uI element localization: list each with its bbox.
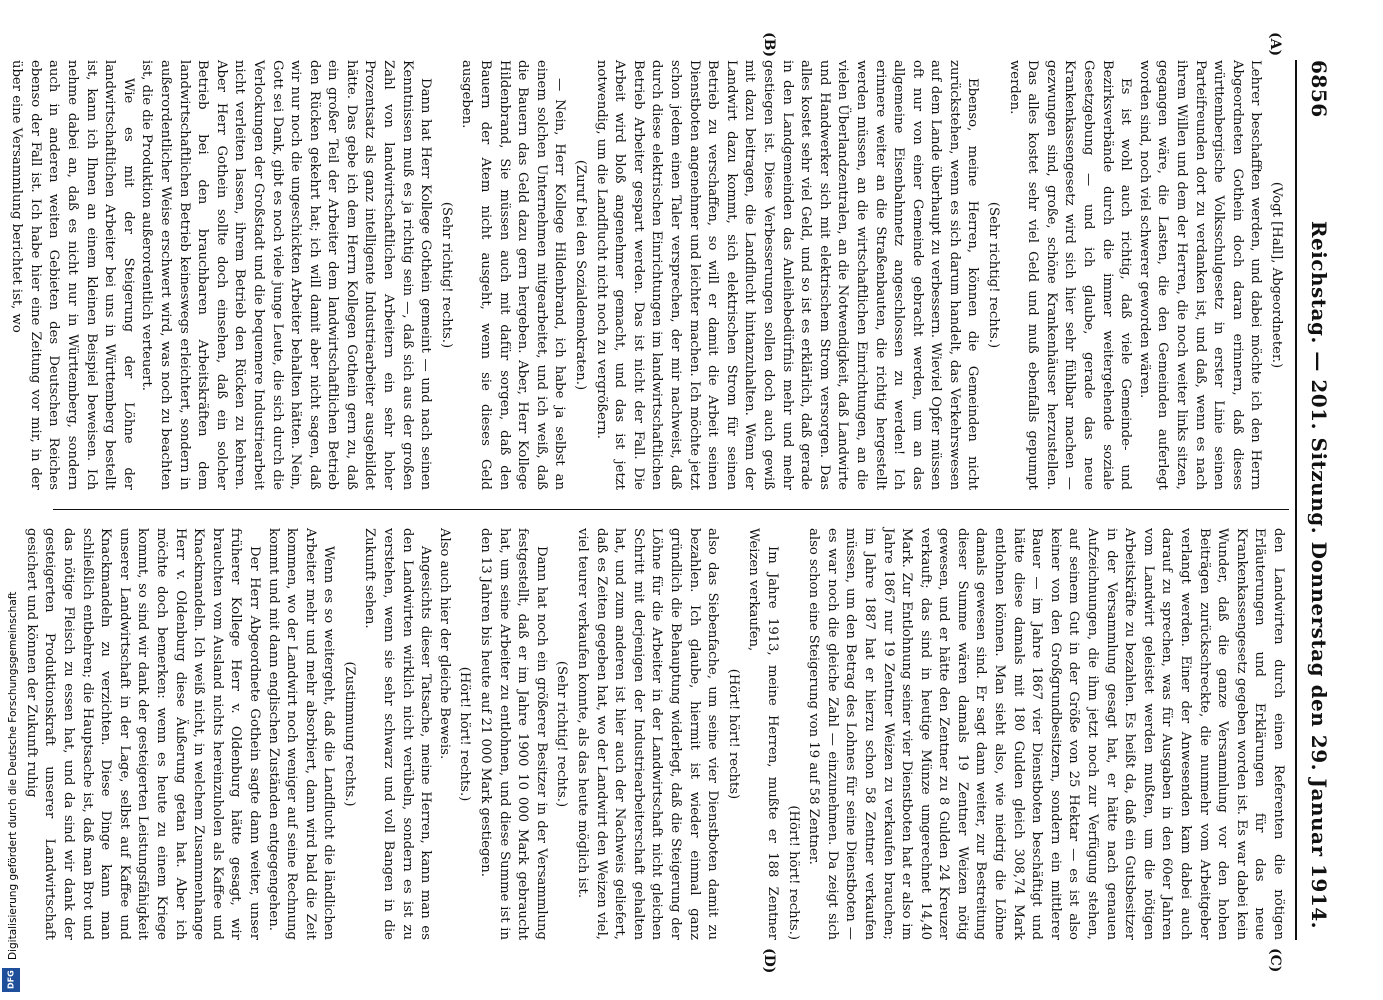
interjection: (Hört! hört! rechts.) [457, 666, 473, 802]
paragraph: Wie es mit der Steigerung der Löhne der landwirtschaftlichen Arbeiter bei uns in Württemberg bestellt ist, kann ich Ihnen an einem kleinen Beispiel beweisen. Ich nehme dabei an, daß es nicht nur in Württemberg, sondern auch in anderen weiten Gebieten des Deutschen Reiches ebenso der Fall ist. Ich habe hier eine Zeitung vor mir, in der über eine Versammlung berichtet ist, wo [9, 60, 136, 490]
interjection: (Sehr richtig! rechts.) [986, 201, 1002, 349]
paragraph: Es ist wohl auch richtig, daß viele Gemeinde- und Bezirksverbände durch die immer weitergehende soziale Gesetzgebung — und ich glaube, gerade das neue Krankenkassengesetz wird sich hier sehr fühlbar machen — gezwungen sind, große, schöne Krankenhäuser herzustellen. Das alles kostet sehr viel Geld und muß ebenfalls gepumpt werden. [1006, 60, 1134, 490]
interjection: (Hört! hört! rechts) [725, 668, 741, 800]
digitization-footer [0, 0, 22, 1000]
paragraph: den Landwirten durch einen Referenten die nötigen Erläuterungen und Erklärungen für das neue Krankenkassengesetz gegeben worden ist. Es war dabei kein Wunder, daß die ganze Versammlung vor den hohen Beiträgen zurückschreckte, die nunmehr vom Arbeitgeber verlangt werden. Einer der Anwesenden kam dabei auch darauf zu sprechen, was für Ausgaben in den 60er Jahren vom Landwirt geleistet werden mußten, um die nötigen Arbeitskräfte zu bezahlen. Es heißt da, daß ein Gutsbesitzer in der Versammlung gesagt hat, er hätte nach genauen Aufzeichnungen, die ihm jetzt noch zur Verfügung stehen, auf seinem Gut in der Größe von 25 Hektar — es ist also keiner von den Großgrundbesitzern, sondern ein mittlerer Bauer — im Jahre 1867 vier Dienstboten beschäftigt und hätte diese damals mit 180 Gulden gleich 308,74 Mark entlohnen können. Man sieht also, wie niedrig die Löhne damals gewesen sind. Er sagt dann weiter, zur Bestreitung dieser Summe wären damals 19 Zentner Weizen nötig gewesen, und er hätte den Zentner zu 8 Gulden 24 Kreuzer verkauft; das sind in heutige Münze umgerechnet 14,40 Mark. Zur Entlohnung seiner vier Dienstboten hat er also im Jahre 1867 nur 19 Zentner Weizen zu verkaufen brauchen; im Jahre 1887 hat er hierzu schon 58 Zentner verkaufen müssen, um den Betrag des Lohnes für seine Dienstboten — es war noch die gleiche Zahl — einzunehmen. Da zeigt sich also schon eine Steigerung von 19 auf 58 Zentner. [806, 528, 1286, 940]
column-divider [53, 509, 1289, 510]
paragraph: Ebenso, meine Herren, können die Gemeinden nicht zurückstehen, wenn es sich darum handelt, das Verkehrswesen auf dem Lande überhaupt zu verbessern. Wieviel Opfer müssen oft nur von einer Gemeinde gebracht werden, um an das allgemeine Eisenbahnnetz angeschlossen zu werden! Ich erinnere weiter an die Straßenbauten, die richtig hergestellt werden müssen, an die wirtschaftlichen Einrichtungen, an die vielen Überlandzentralen, an die Notwendigkeit, daß Landwirte und Handwerker sich mit elektrischem Strom versorgen. Das alles kostet sehr viel Geld, und so ist es erklärlich, daß gerade in den Landgemeinden das Anleihebedürfnis mehr und mehr gestiegen ist. Diese Verbesserungen sollen doch auch gewiß mit dazu beitragen, die Landflucht hintanzuhalten. Wenn der Landwirt dazu kommt, sich elektrischen Strom für seinen Betrieb zu verschaffen, so will er damit die Arbeit seinen Dienstboten angenehmer und leichter machen. Ich möchte jetzt schon jedem einen Taler versprechen, der mir nachweist, daß durch diese elektrischen Einrichtungen im landwirtschaftlichen Betrieb Arbeiter gespart werden. Das ist nicht der Fall. Die Arbeit wird bloß angenehmer gemacht, und das ist jetzt notwendig, um die Landflucht nicht noch zu vergrößern. [593, 60, 981, 490]
interjection: (Sehr richtig! rechts.) [554, 660, 570, 808]
interjection: (Zustimmung rechts.) [341, 661, 357, 807]
interjection: (Hört! hört! rechts.) [785, 805, 801, 940]
paragraph: Der Herr Abgeordnete Gothein sagte dann weiter, unser früherer Kollege Herr v. Oldenburg hätte gesagt, wir brauchten vom Ausland nichts hereinzuholen als Kaffee und Knackmandeln. Ich weiß nicht, in welchem Zusammenhange Herr v. Oldenburg diese Äußerung getan hat. Aber ich möchte doch bemerken: wenn es heute zu einem Kriege kommt, so sind wir dank der gesteigerten Leistungsfähigkeit unserer Landwirtschaft in der Lage, selbst auf Kaffee und Knackmandeln zu verzichten. Diese Dinge kann man schließlich entbehren; die Hauptsache ist, daß man Brot und das nötige Fleisch zu essen hat, und da sind wir dank der gesteigerten Produktionskraft unserer Landwirtschaft gesichert und können der Zukunft ruhig [23, 528, 262, 940]
paragraph: also das Siebenfache, um seine vier Dienstboten damit zu bezahlen. Ich glaube, hiermit ist wieder einmal ganz gründlich die Behauptung widerlegt, daß die Steigerung der Löhne für die Arbeiter in der Landwirtschaft nicht gleichen Schritt mit derjenigen der Industriearbeiterschaft gehalten hat, und zum anderen ist hier auch der Nachweis geliefert, daß es Zeiten gegeben hat, wo der Landwirt den Weizen viel, viel teurer verkaufen konnte, als das heute möglich ist. [575, 528, 721, 940]
margin-mark-b: (B) [761, 32, 777, 58]
page-header [1301, 60, 1331, 940]
paragraph: Im Jahre 1913, meine Herren, mußte er 188 Zentner Weizen verkaufen, [746, 528, 780, 940]
margin-mark-c: (C) [1267, 948, 1283, 973]
speaker-label: (Vogt [Hall], Abgeordneter.) [1269, 181, 1284, 369]
right-column [23, 528, 1287, 940]
running-title: Reichstag. — 201. Sitzung. Donnerstag den 29. Januar 1914. [1307, 220, 1331, 930]
margin-mark-d: (D) [761, 948, 777, 974]
paragraph: Lehrer beschafften werden, und dabei möchte ich den Herrn Abgeordneten Gothein doch daran erinnern, daß dieses württembergische Volksschulgesetz in erster Linie seinen Parteifreunden dort zu verdanken ist, und daß, wenn es nach ihrem Willen und dem der Herren, die noch weiter links sitzen, gegangen wäre, die Lasten, die den Gemeinden auferlegt worden sind, noch viel schwerer geworden wären. [1136, 60, 1264, 490]
left-column [9, 60, 1287, 490]
paragraph: — Nein, Herr Kollege Hildenbrand, ich habe ja selbst an einem solchen Unternehmen mitgearbeitet, und ich weiß, daß die Bauern das Geld dazu gern hergeben. Aber, Herr Kollege Hildenbrand, Sie müssen auch mit dafür sorgen, daß den Bauern der Atem nicht ausgeht, wenn sie dieses Geld ausgeben. [459, 60, 568, 490]
paragraph: Dann hat noch ein größerer Besitzer in der Versammlung festgestellt, daß er im Jahre 1900 10 000 Mark gebraucht hat, um seine Arbeiter zu entlohnen, und diese Summe ist in den 13 Jahren bis heute auf 21 000 Mark gestiegen. [478, 528, 549, 940]
paragraph: Angesichts dieser Tatsache, meine Herren, kann man es den Landwirten wirklich nicht verübeln, sondern es ist zu verstehen, wenn sie sehr schwarz und voll Bangen in die Zukunft sehen. [362, 528, 434, 940]
interjection: (Zuruf bei den Sozialdemokraten.) [573, 159, 589, 391]
paragraph: Also auch hier der gleiche Beweis. [436, 528, 452, 760]
margin-mark-a: (A) [1267, 32, 1283, 57]
paragraph: Dann hat Herr Kollege Gothein gemeint — und nach seinen Kenntnissen muß es ja richtig sein —, daß sich aus der großen Zahl von landwirtschaftlichen Arbeitern ein sehr hoher Prozentsatz als ganz intelligente Industriearbeiter ausgebildet hätte. Das gebe ich dem Herrn Kollegen Gothein gern zu, daß ein großer Teil der Arbeiter dem landwirtschaftlichen Betrieb den Rücken gekehrt hat; ich will damit aber nicht sagen, daß wir nur noch die ungeschickten Arbeiter behalten hätten. Nein, Gott sei Dank, gibt es noch viele junge Leute, die sich durch die Verlockungen der Großstadt und die bequemere Industriearbeit nicht verleiten lassen, ihrem Betrieb den Rücken zu kehren. Aber Herr Gothein sollte doch einsehen, daß ein solcher Betrieb bei den brauchbaren Arbeitskräften dem landwirtschaftlichen Betrieb keineswegs erleichtert, sondern in außerordentlicher Weise erschwert wird, was noch zu beachten ist, die die Produktion außerordentlich verteuert. [139, 60, 434, 490]
funding-credit: Digitalisierung gefördert durch die Deutsche Forschungsgemeinschaft [7, 591, 19, 960]
page-number: 6856 [1307, 60, 1331, 118]
dfg-logo: DFG [2, 968, 20, 992]
header-rule [1295, 60, 1297, 940]
paragraph: Wenn es so weitergeht, daß die Landflucht die ländlichen Arbeiter mehr und mehr absorbiert, dann wird bald die Zeit kommen, wo der Landwirt noch weniger auf seine Rechnung kommt und mit dann englischen Zuständen entgegengehen. [265, 528, 337, 940]
interjection: (Sehr richtig! rechts.) [438, 201, 454, 349]
